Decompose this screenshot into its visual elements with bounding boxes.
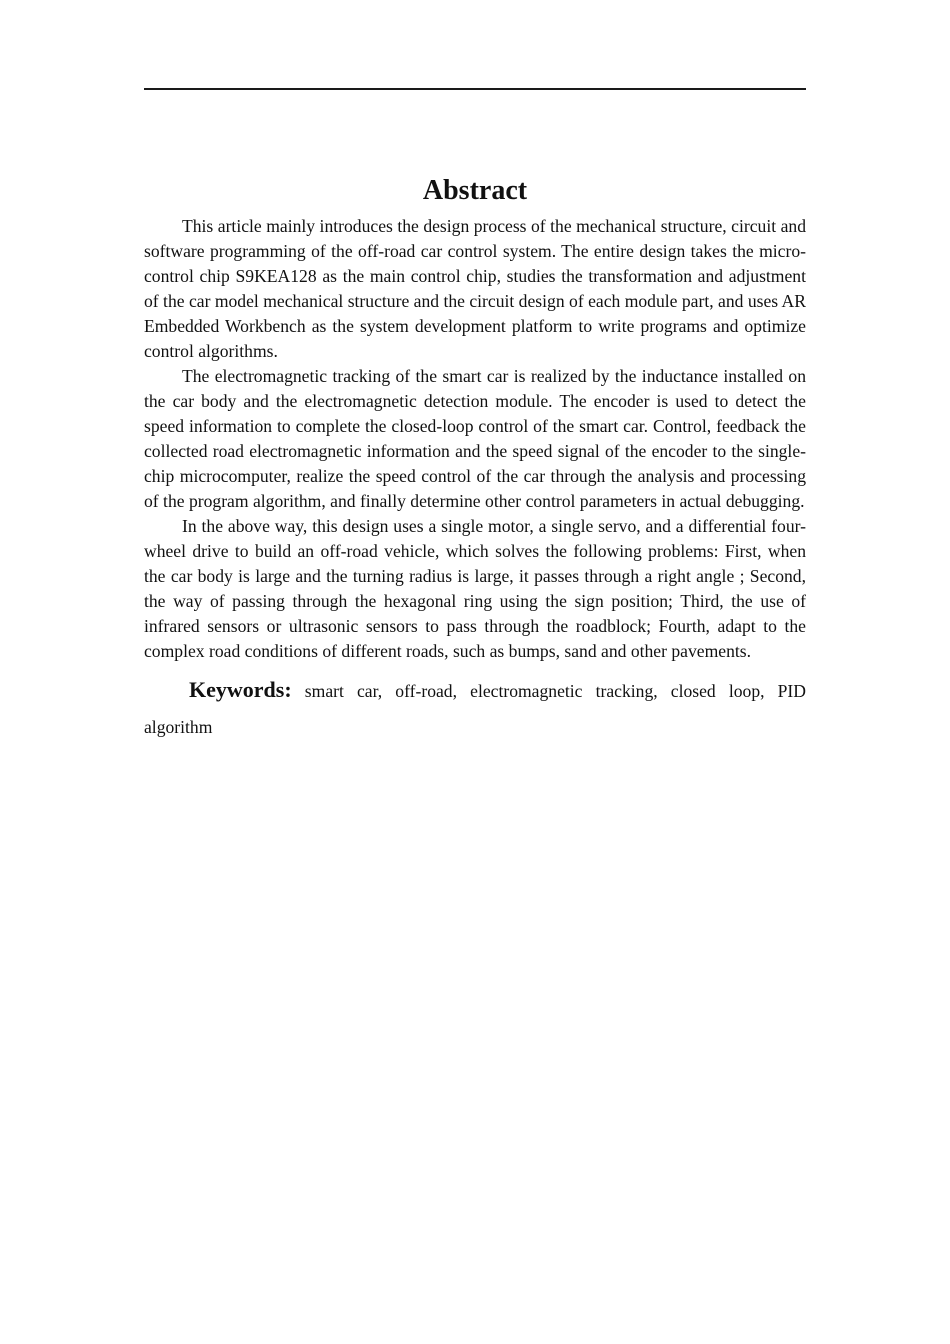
abstract-section bbox=[144, 172, 806, 745]
keywords-label: Keywords: bbox=[189, 677, 292, 702]
abstract-paragraph-3: In the above way, this design uses a single motor, a single servo, and a differential four-wheel drive to build an off-road vehicle, which solves the following problems: First, when the car body is large and the turning radius is large, it passes through a right angle ; Second, the way of passing through the hexagonal ring using the sign position; Third, the use of infrared sensors or ultrasonic sensors to pass through the roadblock; Fourth, adapt to the complex road conditions of different roads, such as bumps, sand and other pavements. bbox=[144, 516, 806, 661]
abstract-paragraph-1: This article mainly introduces the design process of the mechanical structure, circuit and software programming of the off-road car control system. The entire design takes the micro-control chip S9KEA128 as the main control chip, studies the transformation and adjustment of the car model mechanical structure and the circuit design of each module part, and uses AR Embedded Workbench as the system development platform to write programs and optimize control algorithms. bbox=[144, 216, 806, 361]
header-rule bbox=[144, 88, 806, 90]
keywords-text: smart car, off-road, electromagnetic tracking, closed loop, PID algorithm bbox=[144, 681, 806, 737]
abstract-title: Abstract bbox=[422, 175, 528, 206]
keywords-line bbox=[144, 672, 806, 745]
abstract-paragraph-2: The electromagnetic tracking of the smart car is realized by the inductance installed on the car body and the electromagnetic detection module. The encoder is used to detect the speed information to complete the closed-loop control of the smart car. Control, feedback the collected road electromagnetic information and the speed signal of the encoder to the single-chip microcomputer, realize the speed control of the car through the analysis and processing of the program algorithm, and finally determine other control parameters in actual debugging. bbox=[144, 366, 806, 511]
